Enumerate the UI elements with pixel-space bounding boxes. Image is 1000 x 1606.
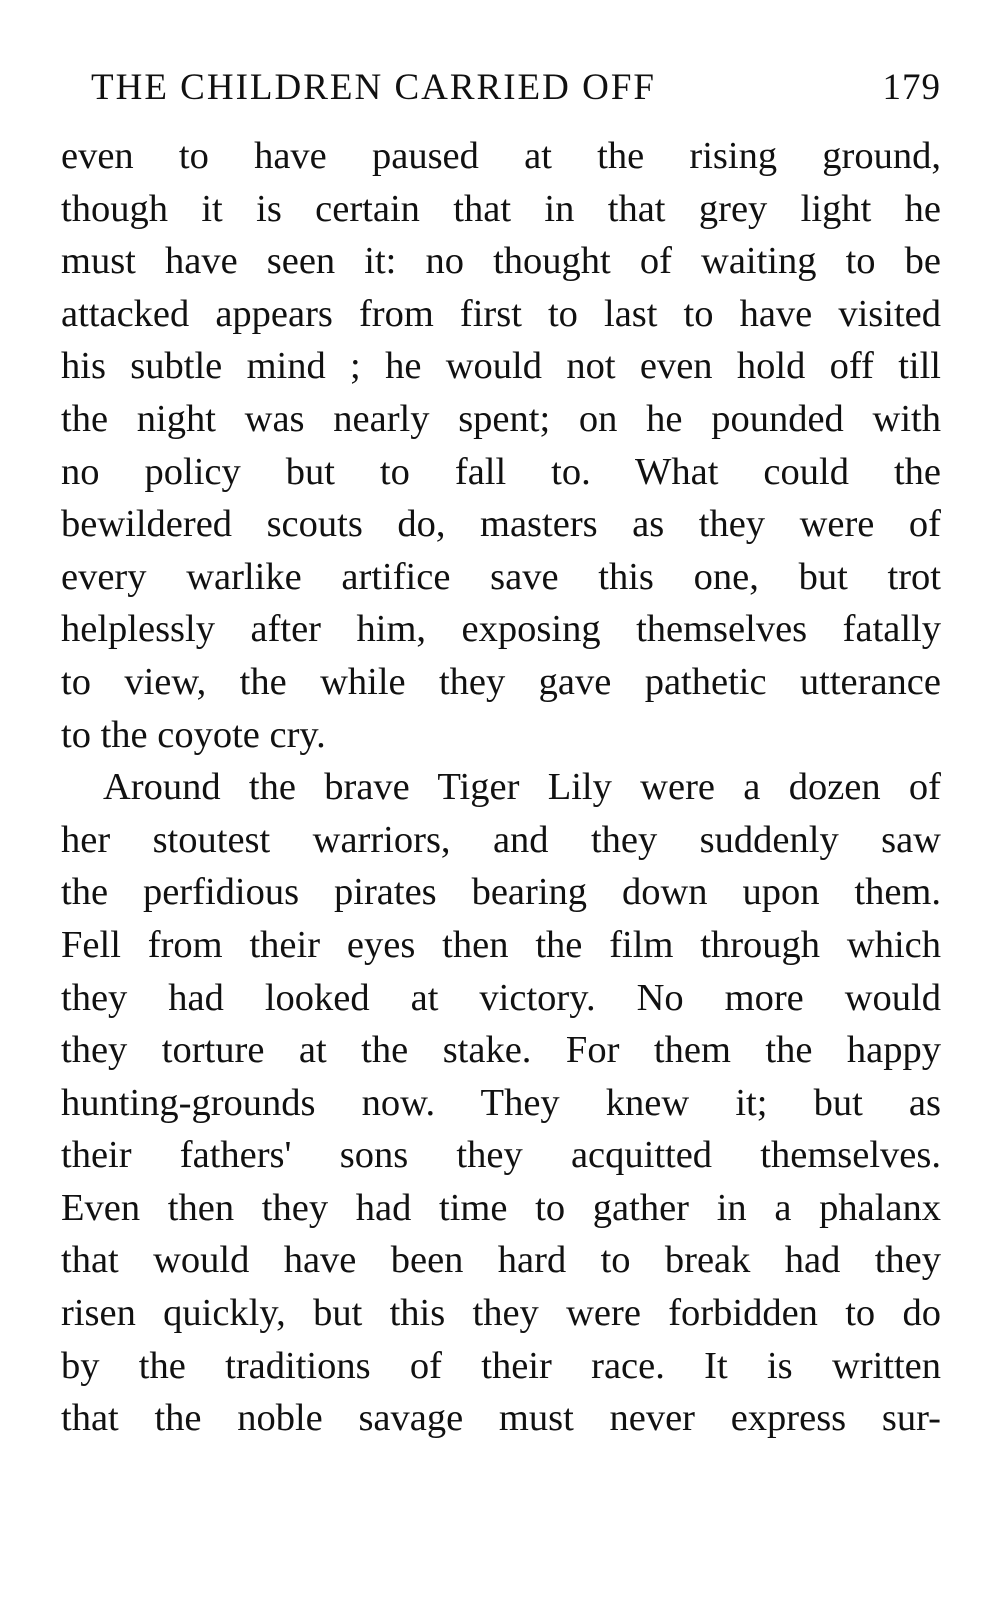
text-line: they torture at the stake. For them the happy [61,1029,941,1072]
text-line: Fell from their eyes then the film through which [61,923,941,966]
paragraph-start-line: Around the brave Tiger Lily were a dozen of [103,766,941,809]
text-line: that the noble savage must never express sur- [61,1397,941,1440]
text-line: his subtle mind ; he would not even hold off till [61,345,941,388]
text-line: her stoutest warriors, and they suddenly saw [61,818,941,861]
text-line: bewildered scouts do, masters as they were of [61,503,941,546]
body-text [61,130,941,1445]
text-line: the night was nearly spent; on he pounded with [61,397,941,440]
text-line: though it is certain that in that grey light he [61,187,941,230]
text-line: even to have paused at the rising ground, [61,135,941,177]
book-page [61,60,941,1445]
text-line: risen quickly, but this they were forbidden to do [61,1292,941,1335]
text-line: attacked appears from first to last to have visited [61,292,941,335]
text-line: helplessly after him, exposing themselves fatally [61,608,941,651]
text-line: to view, the while they gave pathetic utterance [61,660,941,703]
text-line: no policy but to fall to. What could the [61,450,941,493]
text-line: that would have been hard to break had they [61,1239,941,1282]
text-line: every warlike artifice save this one, but trot [61,555,941,598]
paragraph-end-line: to the coyote cry. [61,713,326,756]
text-line: the perfidious pirates bearing down upon them. [61,871,941,914]
text-line: their fathers' sons they acquitted themselves. [61,1134,941,1177]
running-head [91,60,941,116]
text-line: they had looked at victory. No more would [61,976,941,1019]
chapter-title: THE CHILDREN CARRIED OFF [91,67,656,108]
text-line: hunting-grounds now. They knew it; but as [61,1081,941,1124]
text-line: must have seen it: no thought of waiting to be [61,240,941,283]
text-line: by the traditions of their race. It is written [61,1344,941,1387]
page-number: 179 [882,67,941,108]
text-line: Even then they had time to gather in a phalanx [61,1186,941,1229]
